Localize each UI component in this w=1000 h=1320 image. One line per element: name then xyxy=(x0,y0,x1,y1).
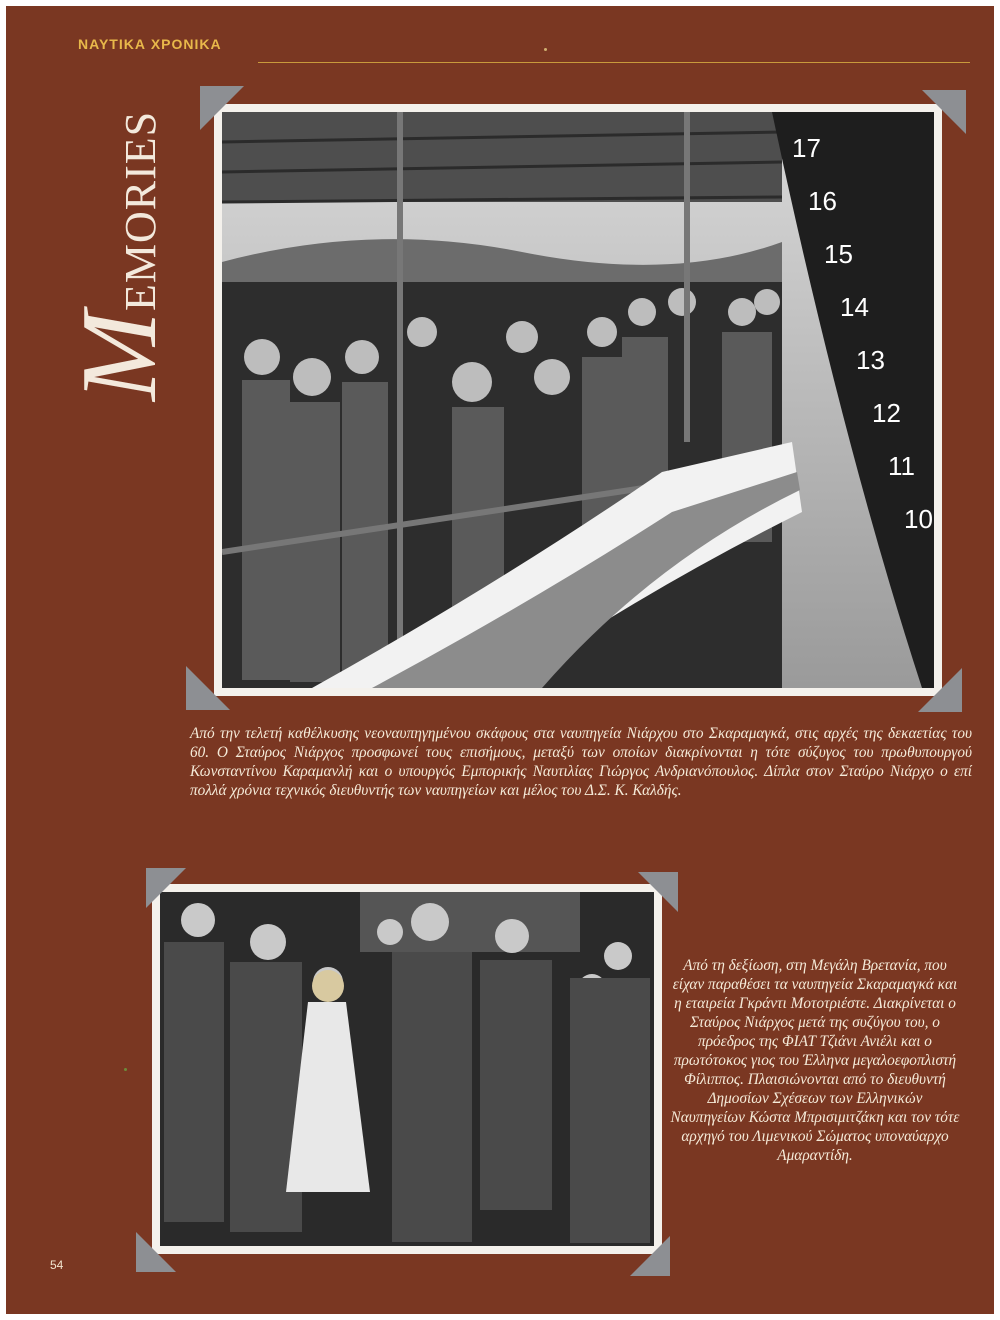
page-number: 54 xyxy=(50,1258,64,1272)
photo2-corner-bottom-left xyxy=(136,1232,176,1272)
hull-draft-mark: 10 xyxy=(904,504,933,534)
photo1-corner-bottom-right xyxy=(918,668,962,712)
decorative-dot xyxy=(124,1068,127,1071)
hull-draft-mark: 13 xyxy=(856,345,885,375)
photo2-corner-top-left xyxy=(146,868,186,908)
photo2-corner-bottom-right xyxy=(630,1236,670,1276)
hull-draft-mark: 16 xyxy=(808,186,837,216)
magazine-page xyxy=(6,6,994,1314)
reception-caption: Από τη δεξίωση, στη Μεγάλη Βρετανία, που είχαν παραθέσει τα ναυπηγεία Σκαραμαγκά και η εταιρεία Γκράντι Μοτοτριέστε. Διακρίνεται ο Σταύρος Νιάρχος μετά της συζύγου του, ο πρόεδρος της ΦΙΑΤ Τζιάνι Ανιέλι και ο πρωτότοκος γιος του Έλληνα μεγαλοεφοπλιστή Φίλιππος. Πλαισιώνονται από το διευθυντή Δημοσίων Σχέσεων των Ελληνικών Ναυπηγείων Κώστα Μπρισιμιτζάκη και τον τότε αρχηγό του Λιμενικού Σώματος υποναύαρχο Αμαραντίδη. xyxy=(670,957,960,1164)
hull-draft-mark: 12 xyxy=(872,398,901,428)
hull-draft-mark: 15 xyxy=(824,239,853,269)
photo1-corner-top-right xyxy=(922,90,966,134)
header-rule xyxy=(258,62,970,63)
hull-draft-mark: 17 xyxy=(792,133,821,163)
launch-ceremony-image xyxy=(222,112,934,688)
memories-vertical-title xyxy=(60,110,179,401)
reception-photo xyxy=(152,884,662,1254)
launch-ceremony-caption: Από την τελετή καθέλκυσης νεοναυπηγημένου σκάφους στα ναυπηγεία Νιάρχου στο Σκαραμαγκά, στις αρχές της δεκαετίας του 60. Ο Σταύρος Νιάρχος προσφωνεί τους επισήμους, μεταξύ των οποίων διακρίνονται η τότε σύζυγος του πρωθυπουργού Κωνσταντίνου Καραμανλή και ο υπουργός Εμπορικής Ναυτιλίας Γιώργος Ανδριανόπουλος. Δίπλα στον Σταύρο Νιάρχο ο επί πολλά χρόνια τεχνικός διευθυντής των ναυπηγείων και μέλος του Δ.Σ. Κ. Καλδής. xyxy=(190,725,972,799)
photo1-corner-bottom-left xyxy=(186,666,230,710)
reception-image xyxy=(160,892,654,1246)
photo1-corner-top-left xyxy=(200,86,244,130)
section-header: ΝΑΥΤΙΚΑ ΧΡΟΝΙΚΑ xyxy=(78,36,222,52)
hull-draft-mark: 14 xyxy=(840,292,869,322)
memories-initial: M xyxy=(60,311,179,401)
launch-ceremony-photo xyxy=(214,104,942,696)
photo2-corner-top-right xyxy=(638,872,678,912)
memories-rest: EMORIES xyxy=(116,110,165,312)
hull-draft-mark: 11 xyxy=(888,451,915,481)
decorative-dot xyxy=(544,48,547,51)
